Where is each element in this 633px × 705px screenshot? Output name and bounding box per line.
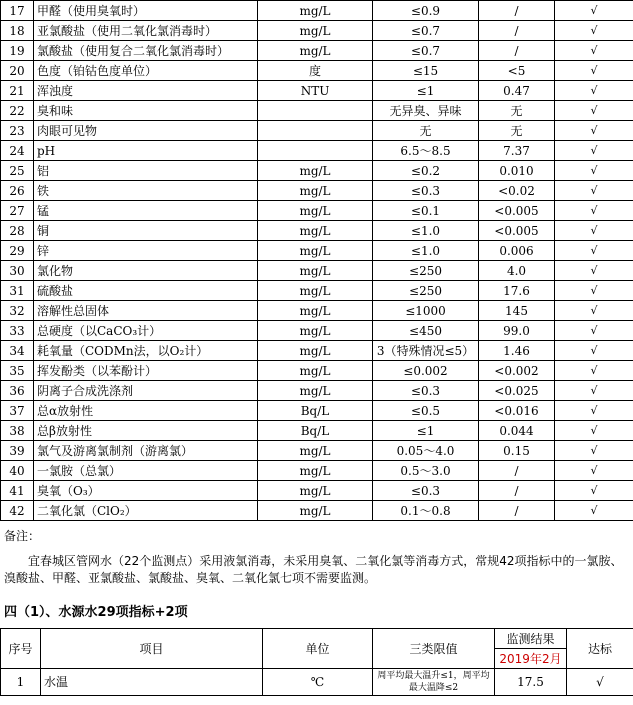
- cell-item: 一氯胺（总氯）: [34, 461, 258, 481]
- cell-pass: √: [555, 101, 633, 121]
- cell-result: /: [479, 461, 555, 481]
- cell-pass: √: [567, 669, 633, 696]
- cell-unit: NTU: [258, 81, 373, 101]
- cell-unit: mg/L: [258, 321, 373, 341]
- table-row: [1, 501, 633, 521]
- cell-result: /: [479, 41, 555, 61]
- cell-pass: √: [555, 221, 633, 241]
- table-row: [1, 421, 633, 441]
- cell-pass: √: [555, 81, 633, 101]
- table-row: [1, 321, 633, 341]
- cell-unit: mg/L: [258, 361, 373, 381]
- cell-result: /: [479, 21, 555, 41]
- cell-item: 铜: [34, 221, 258, 241]
- table-row: [1, 361, 633, 381]
- cell-item: 锰: [34, 201, 258, 221]
- table-row: [1, 441, 633, 461]
- cell-unit: mg/L: [258, 281, 373, 301]
- cell-item: 总硬度（以CaCO₃计）: [34, 321, 258, 341]
- cell-item: 浑浊度: [34, 81, 258, 101]
- header-pass: 达标: [567, 629, 633, 669]
- cell-result: <0.005: [479, 201, 555, 221]
- cell-limit: 无异臭、异味: [373, 101, 479, 121]
- cell-no: 36: [1, 381, 34, 401]
- cell-pass: √: [555, 301, 633, 321]
- cell-limit: ≤1.0: [373, 221, 479, 241]
- cell-no: 1: [1, 669, 41, 696]
- cell-result: 145: [479, 301, 555, 321]
- cell-item: 挥发酚类（以苯酚计）: [34, 361, 258, 381]
- header-item: 项目: [41, 629, 263, 669]
- cell-result: /: [479, 481, 555, 501]
- header-result-date: 2019年2月: [495, 649, 567, 669]
- cell-item: 肉眼可见物: [34, 121, 258, 141]
- cell-limit: ≤0.3: [373, 381, 479, 401]
- table-row: [1, 1, 633, 21]
- table-row: [1, 201, 633, 221]
- table-row: [1, 61, 633, 81]
- cell-pass: √: [555, 481, 633, 501]
- cell-pass: √: [555, 241, 633, 261]
- cell-result: <0.002: [479, 361, 555, 381]
- cell-unit: mg/L: [258, 161, 373, 181]
- cell-result: 4.0: [479, 261, 555, 281]
- cell-unit: [258, 121, 373, 141]
- cell-pass: √: [555, 401, 633, 421]
- cell-limit: 3（特殊情况≤5）: [373, 341, 479, 361]
- cell-item: 甲醛（使用臭氧时）: [34, 1, 258, 21]
- cell-pass: √: [555, 21, 633, 41]
- cell-limit: ≤0.1: [373, 201, 479, 221]
- cell-unit: mg/L: [258, 21, 373, 41]
- table-row: [1, 261, 633, 281]
- cell-item: 溶解性总固体: [34, 301, 258, 321]
- cell-limit: ≤15: [373, 61, 479, 81]
- cell-unit: [258, 141, 373, 161]
- cell-item: 二氧化氯（ClO₂）: [34, 501, 258, 521]
- cell-result: <0.02: [479, 181, 555, 201]
- table-row: [1, 101, 633, 121]
- cell-item: 臭和味: [34, 101, 258, 121]
- cell-no: 42: [1, 501, 34, 521]
- cell-limit: 无: [373, 121, 479, 141]
- table-row: [1, 301, 633, 321]
- cell-result: <0.025: [479, 381, 555, 401]
- cell-limit: ≤0.5: [373, 401, 479, 421]
- cell-limit: 周平均最大温升≤1，周平均最大温降≤2: [373, 669, 495, 696]
- cell-no: 34: [1, 341, 34, 361]
- cell-unit: mg/L: [258, 301, 373, 321]
- cell-no: 33: [1, 321, 34, 341]
- cell-item: 硫酸盐: [34, 281, 258, 301]
- cell-item: 水温: [41, 669, 263, 696]
- cell-unit: mg/L: [258, 261, 373, 281]
- cell-pass: √: [555, 261, 633, 281]
- cell-item: 铁: [34, 181, 258, 201]
- cell-no: 37: [1, 401, 34, 421]
- cell-result: 0.006: [479, 241, 555, 261]
- cell-unit: mg/L: [258, 181, 373, 201]
- cell-unit: Bq/L: [258, 421, 373, 441]
- cell-no: 29: [1, 241, 34, 261]
- cell-pass: √: [555, 281, 633, 301]
- cell-limit: ≤0.2: [373, 161, 479, 181]
- cell-unit: ℃: [263, 669, 373, 696]
- cell-no: 26: [1, 181, 34, 201]
- cell-no: 39: [1, 441, 34, 461]
- cell-limit: ≤0.9: [373, 1, 479, 21]
- cell-item: 氯化物: [34, 261, 258, 281]
- cell-result: 0.15: [479, 441, 555, 461]
- table-row: [1, 121, 633, 141]
- table-row: [1, 381, 633, 401]
- cell-limit: ≤1: [373, 81, 479, 101]
- cell-item: 阴离子合成洗涤剂: [34, 381, 258, 401]
- cell-item: 总β放射性: [34, 421, 258, 441]
- cell-limit: ≤1.0: [373, 241, 479, 261]
- cell-pass: √: [555, 441, 633, 461]
- cell-item: 耗氧量（CODMn法，以O₂计）: [34, 341, 258, 361]
- cell-no: 30: [1, 261, 34, 281]
- cell-no: 28: [1, 221, 34, 241]
- cell-no: 25: [1, 161, 34, 181]
- header-result: 监测结果: [495, 629, 567, 649]
- cell-result: /: [479, 501, 555, 521]
- cell-limit: ≤250: [373, 261, 479, 281]
- cell-limit: ≤0.7: [373, 41, 479, 61]
- cell-result: 7.37: [479, 141, 555, 161]
- cell-pass: √: [555, 461, 633, 481]
- cell-pass: √: [555, 381, 633, 401]
- cell-unit: [258, 101, 373, 121]
- cell-limit: 0.05～4.0: [373, 441, 479, 461]
- cell-limit: ≤0.3: [373, 481, 479, 501]
- cell-result: 无: [479, 101, 555, 121]
- table-row: [1, 461, 633, 481]
- cell-unit: mg/L: [258, 221, 373, 241]
- cell-pass: √: [555, 41, 633, 61]
- cell-no: 17: [1, 1, 34, 21]
- cell-unit: mg/L: [258, 341, 373, 361]
- table-row: [1, 141, 633, 161]
- cell-no: 22: [1, 101, 34, 121]
- cell-pass: √: [555, 141, 633, 161]
- table-row: [1, 21, 633, 41]
- header-no: 序号: [1, 629, 41, 669]
- cell-limit: ≤0.7: [373, 21, 479, 41]
- section-title: 四（1）、水源水29项指标+2项: [4, 605, 188, 620]
- cell-no: 27: [1, 201, 34, 221]
- cell-unit: mg/L: [258, 41, 373, 61]
- cell-item: 锌: [34, 241, 258, 261]
- cell-result: 无: [479, 121, 555, 141]
- table-row: [1, 401, 633, 421]
- table-row: [1, 341, 633, 361]
- header-unit: 单位: [263, 629, 373, 669]
- table-row: [1, 481, 633, 501]
- cell-pass: √: [555, 321, 633, 341]
- cell-result: 1.46: [479, 341, 555, 361]
- table-row: [1, 241, 633, 261]
- cell-result: /: [479, 1, 555, 21]
- cell-limit: ≤1000: [373, 301, 479, 321]
- cell-no: 21: [1, 81, 34, 101]
- cell-item: 总α放射性: [34, 401, 258, 421]
- cell-pass: √: [555, 361, 633, 381]
- cell-unit: mg/L: [258, 381, 373, 401]
- cell-pass: √: [555, 501, 633, 521]
- cell-result: <5: [479, 61, 555, 81]
- cell-limit: 0.1～0.8: [373, 501, 479, 521]
- cell-unit: mg/L: [258, 441, 373, 461]
- cell-result: 0.010: [479, 161, 555, 181]
- cell-pass: √: [555, 61, 633, 81]
- cell-unit: mg/L: [258, 501, 373, 521]
- cell-no: 35: [1, 361, 34, 381]
- cell-no: 32: [1, 301, 34, 321]
- cell-no: 18: [1, 21, 34, 41]
- cell-pass: √: [555, 421, 633, 441]
- cell-item: pH: [34, 141, 258, 161]
- cell-result: 0.044: [479, 421, 555, 441]
- table-row: [1, 41, 633, 61]
- cell-no: 19: [1, 41, 34, 61]
- cell-item: 氯酸盐（使用复合二氧化氯消毒时）: [34, 41, 258, 61]
- cell-no: 38: [1, 421, 34, 441]
- cell-limit: 0.5～3.0: [373, 461, 479, 481]
- cell-limit: 6.5～8.5: [373, 141, 479, 161]
- notes-label: 备注：: [4, 529, 41, 543]
- cell-result: 99.0: [479, 321, 555, 341]
- cell-item: 臭氧（O₃）: [34, 481, 258, 501]
- table-row: [1, 221, 633, 241]
- cell-item: 氯气及游离氯制剂（游离氯）: [34, 441, 258, 461]
- table-row: [1, 281, 633, 301]
- header-limit: 三类限值: [373, 629, 495, 669]
- cell-no: 31: [1, 281, 34, 301]
- cell-no: 24: [1, 141, 34, 161]
- cell-no: 40: [1, 461, 34, 481]
- cell-pass: √: [555, 341, 633, 361]
- cell-pass: √: [555, 1, 633, 21]
- cell-result: <0.016: [479, 401, 555, 421]
- cell-item: 亚氯酸盐（使用二氧化氯消毒时）: [34, 21, 258, 41]
- table-row: [1, 161, 633, 181]
- cell-result: 0.47: [479, 81, 555, 101]
- cell-unit: mg/L: [258, 481, 373, 501]
- cell-limit: ≤450: [373, 321, 479, 341]
- cell-limit: ≤1: [373, 421, 479, 441]
- cell-unit: mg/L: [258, 241, 373, 261]
- cell-limit: ≤0.002: [373, 361, 479, 381]
- cell-unit: mg/L: [258, 1, 373, 21]
- cell-pass: √: [555, 161, 633, 181]
- cell-unit: mg/L: [258, 201, 373, 221]
- notes-text: 宜春城区管网水（22个监测点）采用液氯消毒，未采用臭氧、二氧化氯等消毒方式，常规42项指标中的一氯胺、溴酸盐、甲醛、亚氯酸盐、氯酸盐、臭氧、二氧化氯七项不需要监测。: [4, 554, 623, 585]
- cell-limit: ≤250: [373, 281, 479, 301]
- cell-result: 17.6: [479, 281, 555, 301]
- cell-pass: √: [555, 121, 633, 141]
- cell-unit: mg/L: [258, 461, 373, 481]
- cell-item: 铝: [34, 161, 258, 181]
- table-row: [1, 181, 633, 201]
- cell-pass: √: [555, 181, 633, 201]
- source-water-table: [0, 628, 633, 696]
- cell-no: 41: [1, 481, 34, 501]
- cell-limit: ≤0.3: [373, 181, 479, 201]
- cell-unit: Bq/L: [258, 401, 373, 421]
- cell-result: <0.005: [479, 221, 555, 241]
- cell-unit: 度: [258, 61, 373, 81]
- cell-item: 色度（铂钴色度单位）: [34, 61, 258, 81]
- cell-result: 17.5: [495, 669, 567, 696]
- cell-no: 23: [1, 121, 34, 141]
- table-row: [1, 81, 633, 101]
- cell-pass: √: [555, 201, 633, 221]
- cell-no: 20: [1, 61, 34, 81]
